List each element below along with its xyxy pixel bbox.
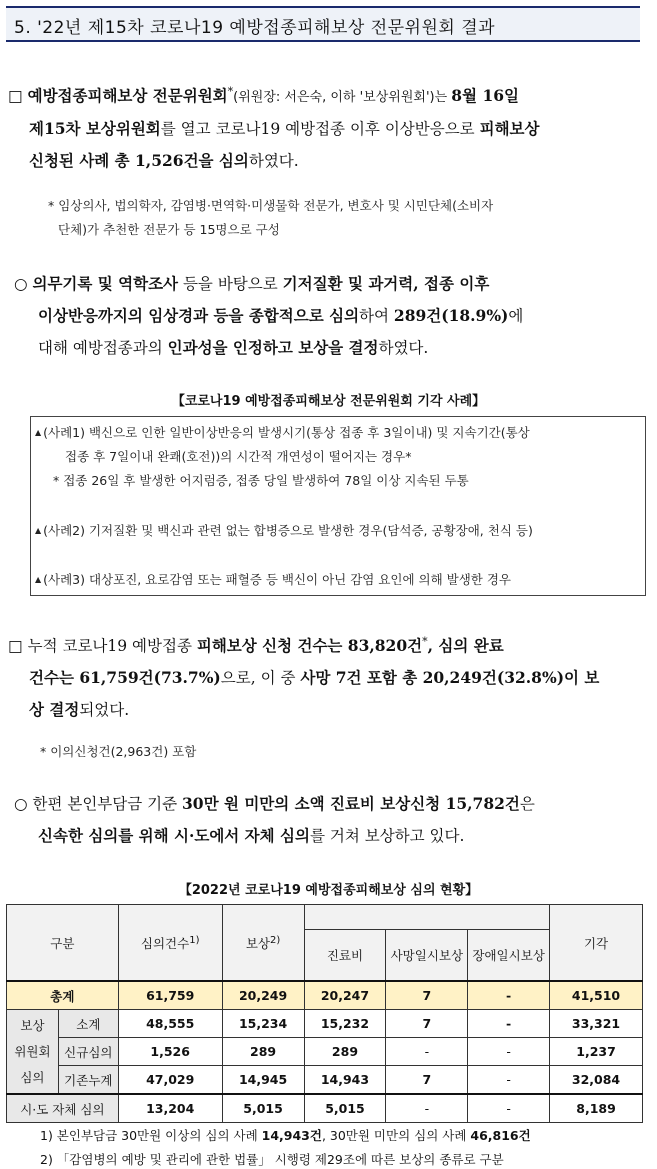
table-row-cumulative: 기존누계 47,029 14,945 14,943 7 - 32,084 <box>7 1066 643 1095</box>
box-bullet: □ <box>8 637 23 656</box>
paragraph-local-review: ○ 한편 본인부담금 기준 30만 원 미만의 소액 진료비 보상신청 15,782건은 신속한 심의를 위해 시·도에서 자체 심의를 거쳐 보상하고 있다. <box>14 794 535 845</box>
footnote-appeals: * 이의신청건(2,963건) 포함 <box>40 744 197 759</box>
table-row-local: 시·도 자체 심의 13,204 5,015 5,015 - - 8,189 <box>7 1094 643 1123</box>
cases-box-title: 【코로나19 예방접종피해보상 전문위원회 기각 사례】 <box>171 394 486 409</box>
triangle-icon: ▲ <box>35 526 42 535</box>
header-death-payment: 사망일시보상 <box>386 930 468 982</box>
table-row-subtotal: 보상 위원회 심의 소계 48,555 15,234 15,232 7 - 33,321 <box>7 1010 643 1038</box>
paragraph-review: ○ 의무기록 및 역학조사 등을 바탕으로 기저질환 및 과거력, 접종 이후 이상반응까지의 임상경과 등을 종합적으로 심의하여 289건(18.9%)에 대해 예방접종과의 인과성을 인정하고 보상을 결정하였다. <box>14 274 524 357</box>
header-disability-payment: 장애일시보상 <box>468 930 550 982</box>
circle-bullet: ○ <box>14 795 28 813</box>
header-category: 구분 <box>7 905 119 982</box>
paragraph-cumulative: □ 누적 코로나19 예방접종 피해보상 신청 건수는 83,820건*, 심의 완료 건수는 61,759건(73.7%)으로, 이 중 사망 7건 포함 총 20,249건(32.8%)이 보 상 결정되었다. <box>8 635 600 720</box>
footnote-committee: * 임상의사, 법의학자, 감염병·면역학·미생물학 전문가, 변호사 및 시민단체(소비자 단체)가 추천한 전문가 등 15명으로 구성 <box>48 198 494 237</box>
header-medical: 진료비 <box>304 930 386 982</box>
section-title-bar <box>6 6 640 42</box>
case-1: ▲ (사례1) 백신으로 인한 일반이상반응의 발생시기(통상 접종 후 3일이내) 및 지속기간(통상 접종 후 7일이내 완쾌(호전))의 시간적 개연성이 떨어지는 경우* * 접종 26일 후 발생한 어지럼증, 접종 당일 발생하여 78일 이상 지속된 두통 <box>35 425 530 488</box>
header-review-count: 심의건수$^{1)}$ <box>118 905 222 982</box>
case-3: ▲ (사례3) 대상포진, 요로감염 또는 패혈증 등 백신이 아닌 감염 요인에 의해 발생한 경우 <box>35 572 511 587</box>
circle-bullet: ○ <box>14 275 28 293</box>
header-compensation: 보상$^{2)}$ <box>222 905 304 982</box>
table-header-row <box>7 905 643 930</box>
paragraph-committee: □ 예방접종피해보상 전문위원회*(위원장: 서은숙, 이하 '보상위원회')는 8월 16일 제15차 보상위원회를 열고 코로나19 예방접종 이후 이상반응으로 피해보상 신청된 사례 총 1,526건을 심의하였다. <box>8 85 540 171</box>
section-title: 5. '22년 제15차 코로나19 예방접종피해보상 전문위원회 결과 <box>14 18 496 38</box>
table-footnote-1: 1) 본인부담금 30만원 이상의 심의 사례 14,943건, 30만원 미만의 심의 사례 46,816건 <box>40 1128 531 1143</box>
header-rejected: 기각 <box>550 905 643 982</box>
box-bullet: □ <box>8 87 23 106</box>
triangle-icon: ▲ <box>35 575 42 584</box>
case-2: ▲ (사례2) 기저질환 및 백신과 관련 없는 합병증으로 발생한 경우(담석증, 공황장애, 천식 등) <box>35 523 533 538</box>
group-committee-label: 보상 위원회 심의 <box>7 1010 59 1095</box>
review-status-table <box>6 904 643 1123</box>
rejection-cases-box <box>30 416 646 596</box>
table-row-total: 총계 61,759 20,249 20,247 7 - 41,510 <box>7 981 643 1010</box>
table-row-new: 신규심의 1,526 289 289 - - 1,237 <box>7 1038 643 1066</box>
table-footnote-2: 2) 「감염병의 예방 및 관리에 관한 법률」 시행령 제29조에 따른 보상의 종류로 구분 <box>40 1152 504 1167</box>
table-title: 【2022년 코로나19 예방접종피해보상 심의 현황】 <box>178 883 479 898</box>
triangle-icon: ▲ <box>35 428 42 437</box>
